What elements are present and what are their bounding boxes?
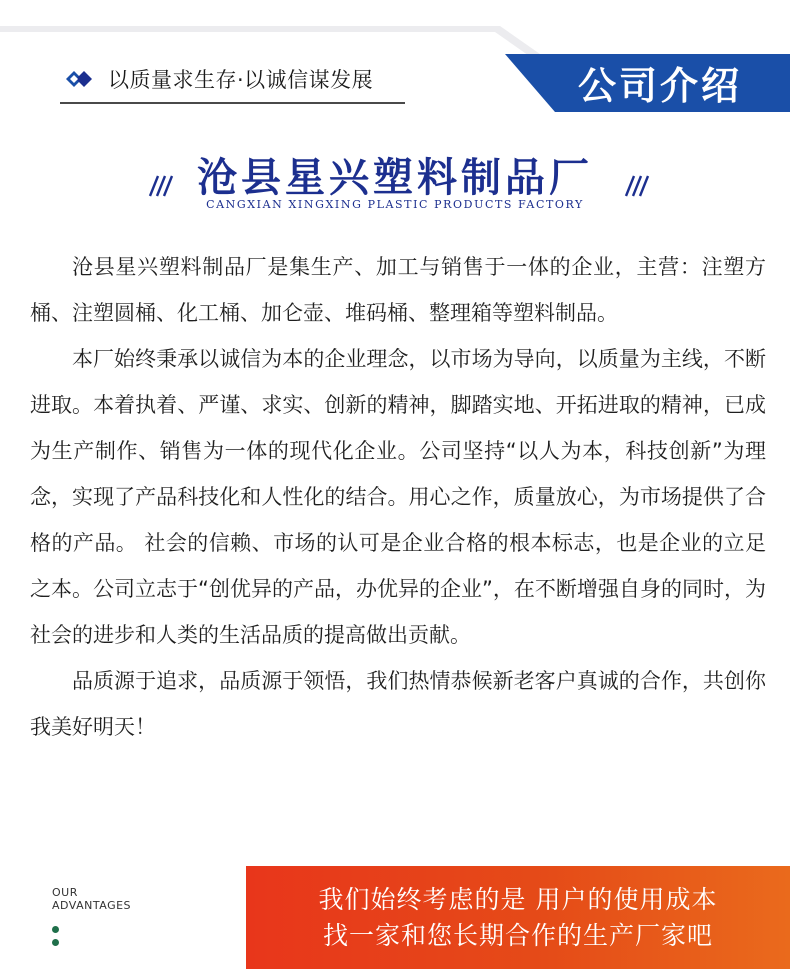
- section-title: 公司介绍: [577, 63, 742, 108]
- slogan-underline: [60, 102, 405, 104]
- paragraph-invitation: 品质源于追求，品质源于领悟，我们热情恭候新老客户真诚的合作，共创你我美好明天！: [30, 669, 766, 739]
- dot: [52, 926, 59, 933]
- advantages-label: [52, 886, 131, 912]
- paragraph-philosophy: 本厂始终秉承以诚信为本的企业理念，以市场为导向，以质量为主线，不断进取。本着执着、严谨、求实、创新的精神，脚踏实地、开拓进取的精神，已成为生产制作、销售为一体的现代化企业。公司坚持“以人为本，科技创新”为理念，实现了产品科技化和人性化的结合。用心之作，质量放心，为市场提供了合格的产品。 社会的信赖、市场的认可是企业合格的根本标志，也是企业的立足之本。公司立志于“创优异的产品，办优异的企业”，在不断增强自身的同时，为社会的进步和人类的生活品质的提高做出贡献。: [30, 347, 766, 647]
- slogan-text: 以质量求生存·以诚信谋发展: [108, 68, 374, 92]
- header-banner: [0, 0, 790, 120]
- advantage-line-1: 我们始终考虑的是 用户的使用成本: [318, 884, 718, 914]
- dots-icon: [52, 926, 60, 948]
- company-name: 沧县星兴塑料制品厂: [197, 154, 593, 201]
- advantage-line-2: 找一家和您长期合作的生产厂家吧: [322, 920, 713, 950]
- advantages-label-line1: OUR: [52, 886, 78, 899]
- paragraph-business-scope: 沧县星兴塑料制品厂是集生产、加工与销售于一体的企业，主营：注塑方桶、注塑圆桶、化工桶、加仑壶、堆码桶、整理箱等塑料制品。: [30, 255, 766, 325]
- slash-decoration-right: [622, 170, 652, 198]
- advantages-label-line2: ADVANTAGES: [52, 899, 132, 912]
- slogan-row: [66, 62, 373, 96]
- diamond-icon: [66, 69, 96, 89]
- company-introduction: [30, 244, 766, 750]
- dot: [52, 939, 59, 946]
- company-name-english: CANGXIAN XINGXING PLASTIC PRODUCTS FACTORY: [206, 198, 584, 211]
- company-title-block: [0, 140, 790, 220]
- advantage-banner: [246, 866, 790, 969]
